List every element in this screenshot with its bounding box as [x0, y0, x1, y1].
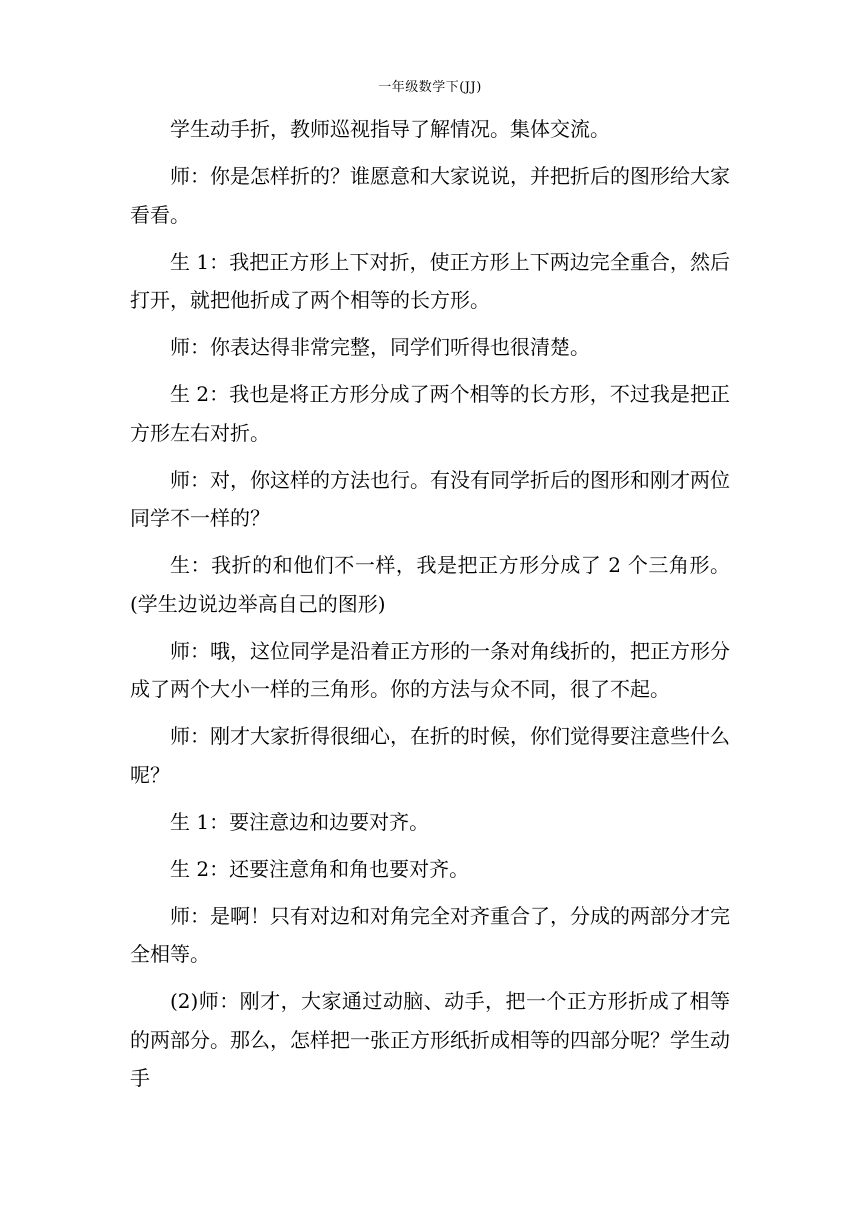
paragraph: 生：我折的和他们不一样，我是把正方形分成了 2 个三角形。(学生边说边举高自己的图形): [130, 553, 730, 616]
page-header: 一年级数学下(JJ): [378, 80, 482, 95]
paragraph: 师：你表达得非常完整，同学们听得也很清楚。: [170, 335, 590, 359]
paragraph: 师：你是怎样折的？谁愿意和大家说说，并把折后的图形给大家看看。: [130, 164, 730, 227]
paragraph: (2)师：刚才，大家通过动脑、动手，把一个正方形折成了相等的两部分。那么，怎样把一张正方形纸折成相等的四部分呢？学生动手: [130, 989, 730, 1090]
paragraph: 生 2：还要注意角和角也要对齐。: [170, 856, 470, 881]
paragraph: 师：是啊！只有对边和对角完全对齐重合了，分成的两部分才完全相等。: [130, 903, 730, 966]
paragraph: 学生动手折，教师巡视指导了解情况。集体交流。: [170, 117, 610, 141]
paragraph: 师：刚才大家折得很细心，在折的时候，你们觉得要注意些什么呢？: [130, 724, 730, 787]
body-text: [130, 110, 730, 1106]
paragraph: 生 1：要注意边和边要对齐。: [170, 809, 430, 834]
paragraph: 师：对，你这样的方法也行。有没有同学折后的图形和刚才两位同学不一样的？: [130, 467, 730, 530]
paragraph: 生 2：我也是将正方形分成了两个相等的长方形，不过我是把正方形左右对折。: [130, 382, 730, 445]
paragraph: 生 1：我把正方形上下对折，使正方形上下两边完全重合，然后打开，就把他折成了两个相等的长方形。: [130, 249, 730, 312]
paragraph: 师：哦，这位同学是沿着正方形的一条对角线折的，把正方形分成了两个大小一样的三角形。你的方法与众不同，很了不起。: [130, 638, 730, 701]
